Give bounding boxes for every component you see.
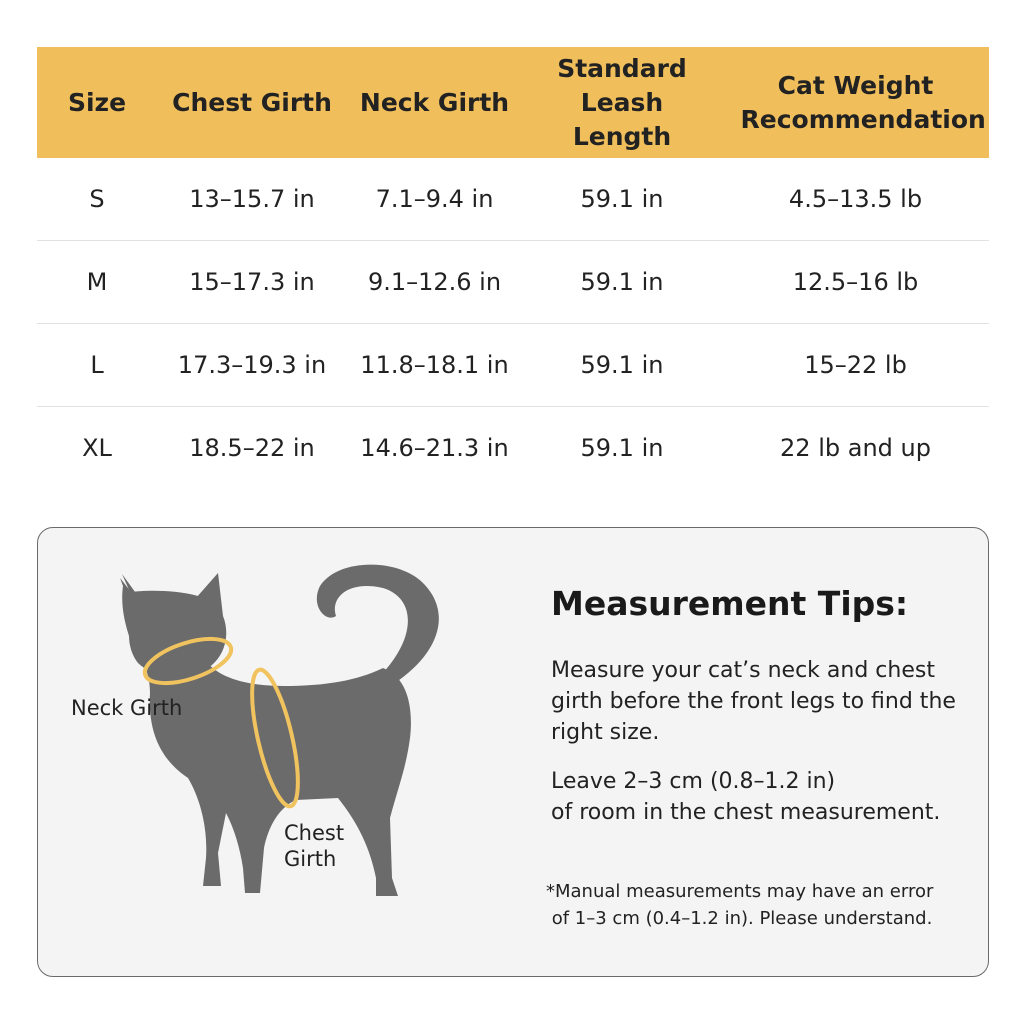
header-cat-weight [722, 69, 989, 137]
cell-size: M [86, 268, 108, 296]
cell-chest-girth: 18.5–22 in [189, 434, 315, 462]
note-line-1: *Manual measurements may have an error [546, 881, 934, 902]
tips-title: Measurement Tips: [551, 584, 909, 623]
cell-cat-weight: 4.5–13.5 lb [788, 185, 923, 213]
cat-head [122, 573, 226, 676]
cell-size: S [89, 185, 105, 213]
cell-size: XL [82, 434, 112, 462]
cell-neck-girth: 9.1–12.6 in [367, 268, 502, 296]
cell-chest-girth: 17.3–19.3 in [177, 351, 327, 379]
note-line-2: of 1–3 cm (0.4–1.2 in). Please understand. [546, 908, 933, 929]
table-row [37, 324, 989, 407]
neck-girth-label: Neck Girth [71, 696, 183, 720]
table-header [37, 47, 989, 158]
header-cat-weight-text: Cat Weight Recommendation [740, 70, 986, 134]
tip-paragraph-2-line-2: of room in the chest measurement. [551, 800, 941, 825]
cell-cat-weight: 15–22 lb [804, 351, 907, 379]
cell-neck-girth: 14.6–21.3 in [360, 434, 509, 462]
header-leash-length-text: Standard Leash Length [557, 53, 687, 151]
measurement-note [546, 878, 966, 932]
header-leash-length [522, 52, 722, 154]
cell-size: L [90, 351, 104, 379]
tip-paragraph-2-line-1: Leave 2–3 cm (0.8–1.2 in) [551, 769, 836, 794]
cat-silhouette-icon [38, 528, 538, 968]
cell-neck-girth: 7.1–9.4 in [375, 185, 494, 213]
header-neck-girth: Neck Girth [359, 87, 510, 117]
cell-cat-weight: 22 lb and up [780, 434, 931, 462]
cell-cat-weight: 12.5–16 lb [792, 268, 919, 296]
cell-chest-girth: 13–15.7 in [189, 185, 315, 213]
table-row [37, 158, 989, 241]
header-size: Size [67, 87, 127, 117]
cell-neck-girth: 11.8–18.1 in [360, 351, 509, 379]
cell-leash-length: 59.1 in [580, 268, 664, 296]
table-row [37, 407, 989, 489]
cell-leash-length: 59.1 in [580, 351, 664, 379]
size-chart-table [37, 47, 989, 489]
header-chest-girth: Chest Girth [172, 87, 332, 117]
cell-leash-length: 59.1 in [580, 185, 664, 213]
table-row [37, 241, 989, 324]
measurement-tips-panel [37, 527, 989, 977]
tip-paragraph-1: Measure your cat’s neck and chest girth before the front legs to find the right size. [551, 658, 956, 745]
cell-leash-length: 59.1 in [580, 434, 664, 462]
chest-girth-label: Chest Girth [284, 821, 345, 871]
cell-chest-girth: 15–17.3 in [189, 268, 315, 296]
